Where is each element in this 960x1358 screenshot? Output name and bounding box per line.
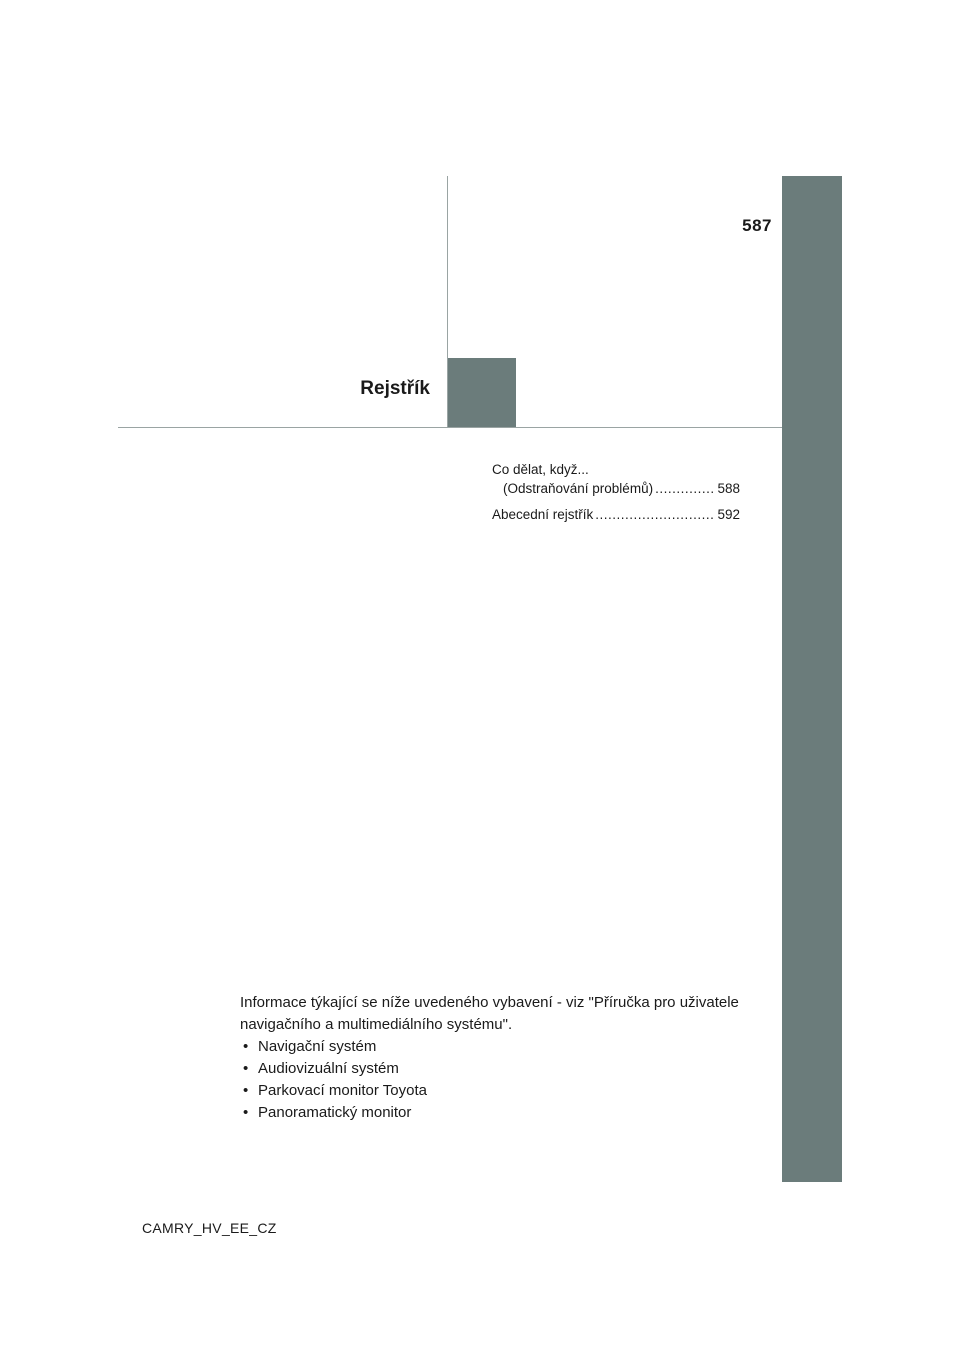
bullet-icon: • — [243, 1060, 249, 1077]
list-item: • Parkovací monitor Toyota — [240, 1080, 760, 1102]
note-text: Informace týkající se níže uvedeného vybavení - viz "Příručka pro uživatele navigačního a multimediálního systému". — [240, 994, 739, 1033]
page-number: 587 — [742, 216, 772, 235]
toc-entry-title: Co dělat, když... — [492, 462, 589, 477]
bullet-icon: • — [243, 1082, 249, 1099]
toc-entry-title: Abecední rejstřík — [492, 507, 594, 522]
list-item: • Audiovizuální systém — [240, 1058, 760, 1080]
toc-leader-dots — [595, 505, 715, 524]
horizontal-rule — [118, 427, 782, 428]
list-item: • Panoramatický monitor — [240, 1102, 760, 1124]
equipment-list — [240, 1036, 760, 1124]
bullet-icon: • — [243, 1038, 249, 1055]
toc-entry-page: 588 — [717, 481, 740, 496]
section-title-block — [448, 358, 516, 428]
chapter-side-tab — [782, 176, 842, 1182]
table-of-contents — [492, 460, 740, 531]
list-item: • Navigační systém — [240, 1036, 760, 1058]
toc-leader-dots — [655, 479, 715, 498]
toc-entry-troubleshooting[interactable] — [492, 460, 740, 498]
model-code-footer: CAMRY_HV_EE_CZ — [142, 1220, 277, 1236]
toc-entry-page: 592 — [717, 507, 740, 522]
equipment-note — [240, 992, 760, 1124]
section-title: Rejstřík — [360, 378, 430, 399]
toc-entry-subtitle: (Odstraňování problémů) — [503, 481, 654, 496]
bullet-icon: • — [243, 1104, 249, 1121]
toc-entry-alphabetical-index[interactable] — [492, 505, 740, 524]
